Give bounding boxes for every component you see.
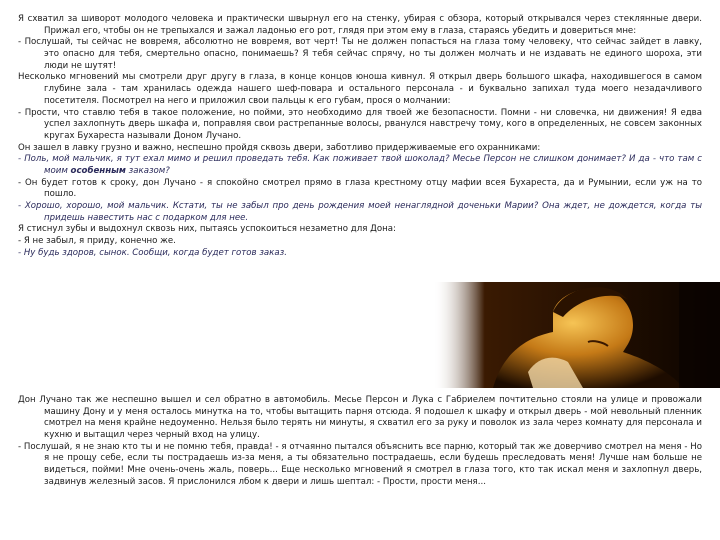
paragraph: Я стиснул зубы и выдохнул сквозь них, пытаясь успокоиться незаметно для Дона: — [18, 224, 396, 235]
paragraph: Дон Лучано так же неспешно вышел и сел обратно в автомобиль. Месье Персон и Лука с Габриелем почтительно стояли на улице и провожали машину Дону и у меня осталось минутка на то, чтобы вытащить парня отсюда. Я подошел к шкафу и открыл дверь - мой невольный пленник смотрел на меня крайне недоуменно. Нельзя было терять ни минуты, я схватил его за руку и поволок из зала через комнату для персонала и кухню и вытащил через черный вход на улицу. — [18, 395, 702, 441]
paragraph: Он зашел в лавку грузно и важно, неспешно пройдя сквозь двери, заботливо придерживаемые его охранниками: — [18, 142, 541, 153]
dialogue-paragraph — [18, 248, 702, 260]
paragraph: - Послушай, ты сейчас не вовремя, абсолютно не вовремя, вот черт! Ты не должен попасться на глаза тому человеку, что сейчас зайдет в лавку, это опасно для тебя, смертельно опасно, понимаешь? Я тебя сейчас спрячу, но ты должен молчать и не издавать не единого шороха, эти люди не шутят! — [18, 37, 702, 71]
dialogue-text: Хорошо, хорошо, мой мальчик. Кстати, ты не забыл про день рождения моей ненаглядной доченьки Марии? Она ждет, не дождется, когда ты придешь навестить нас с подарком для нее. — [24, 201, 702, 223]
dialogue-text: Ну будь здоров, сынок. Сообщи, когда будет готов заказ. — [23, 247, 287, 258]
paragraph: - Он будет готов к сроку, дон Лучано - я спокойно смотрел прямо в глаза крестному отцу мафии всея Бухареста, да и Румынии, если уж на то пошло. — [18, 177, 702, 200]
paragraph: Я схватил за шиворот молодого человека и практически швырнул его на стенку, убирая с обзора, который открывался через стеклянные двери. Прижал его, чтобы он не трепыхался и зажал ладонью его рот, глядя при этом ему в глаза, стараясь убедить и довериться мне: — [18, 14, 702, 36]
paragraph: - Я не забыл, я приду, конечно же. — [18, 236, 176, 247]
document-upper — [18, 14, 702, 259]
paragraph: - Послушай, я не знаю кто ты и не помню тебя, правда! - я отчаянно пытался объяснить все парню, который так же доверчиво смотрел на меня - Но я не прощу себе, если ты пострадаешь из-за меня, а ты обязательно пострадаешь, если будешь преследовать меня! Лучше нам больше не видеться, пойми! Мне очень-очень жаль, поверь... Еще несколько мгновений я смотрел в глаза того, кто так искал меня и захлопнул дверь, задвинув железный засов. Я прислонился лбом к двери и лишь шептал: - Прости, прости меня... — [18, 441, 702, 487]
dialogue-prefix: - — [18, 154, 25, 165]
document-lower — [18, 395, 702, 489]
paragraph: Несколько мгновений мы смотрели друг другу в глаза, в конце концов юноша кивнул. Я открыл дверь большого шкафа, находившегося в самом глубине зала - там хранилась одежда нашего шеф-повара и остального персонала - и буквально запихал туда моего незадачливого посетителя. Посмотрел на него и приложил свои пальцы к его губам, прося о молчании: — [18, 72, 702, 106]
dialogue-text: Поль, мой мальчик, я тут ехал мимо и решил проведать тебя. Как поживает твой шоколад? Месье Персон не слишком донимает? И да - что там с моим — [24, 154, 702, 176]
portrait-photo — [433, 282, 720, 388]
paragraph: - Прости, что ставлю тебя в такое положение, но пойми, это необходимо для твоей же безопасности. Помни - ни словечка, ни движения! Я едва успел захлопнуть дверь шкафа и, поправляя свои растрепанные волосы, рванулся навстречу тому, кого в определенных, не совсем законных кругах Бухареста называли Доном Лучано. — [18, 107, 702, 141]
dialogue-paragraph — [18, 201, 702, 224]
portrait-photo-image — [433, 282, 720, 388]
dialogue-paragraph — [18, 154, 702, 177]
dialogue-bold: особенным — [70, 165, 126, 176]
dialogue-text-end: заказом? — [125, 165, 170, 176]
dialogue-prefix: - — [18, 247, 24, 258]
dialogue-prefix: - — [18, 201, 25, 211]
